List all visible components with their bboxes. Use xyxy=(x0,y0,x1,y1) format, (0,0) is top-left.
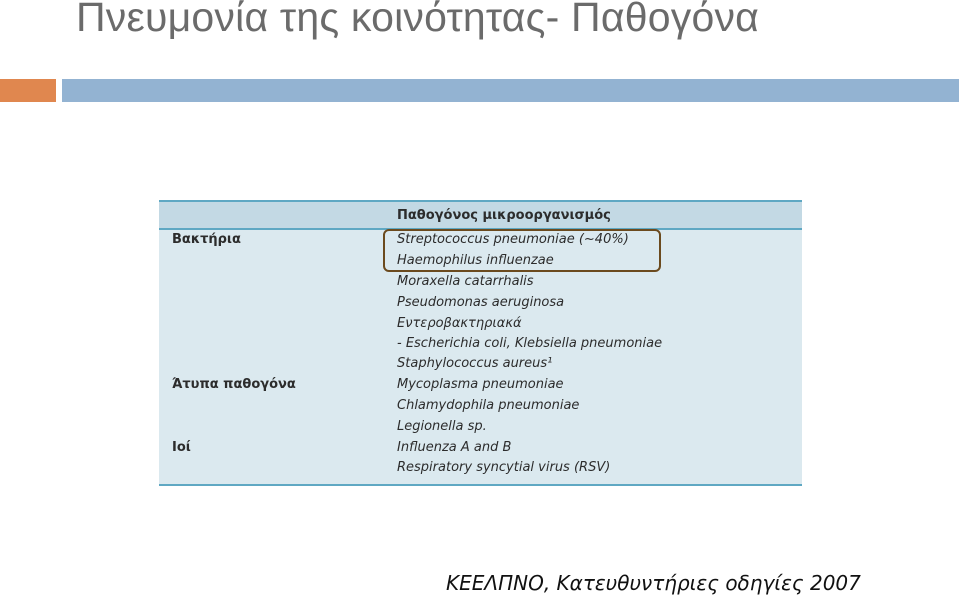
organism-row: Εντεροβακτηριακά xyxy=(397,316,522,331)
organism-row: Legionella sp. xyxy=(397,419,487,434)
source-citation: ΚΕΕΛΠΝΟ, Κατευθυντήριες οδηγίες 2007 xyxy=(446,571,861,595)
organism-row: Pseudomonas aeruginosa xyxy=(397,295,565,310)
organism-row: Haemophilus influenzae xyxy=(397,253,554,268)
category-bacteria: Βακτήρια xyxy=(172,232,241,247)
organism-row: Influenza A and B xyxy=(397,440,512,455)
organism-row: Streptococcus pneumoniae (~40%) xyxy=(397,232,629,247)
category-viruses: Ιοί xyxy=(172,440,191,455)
accent-bar-orange xyxy=(0,79,56,102)
table-bottom-rule xyxy=(159,484,802,486)
category-atypical: Άτυπα παθογόνα xyxy=(172,377,296,392)
table-header xyxy=(159,202,802,228)
organism-row: Mycoplasma pneumoniae xyxy=(397,377,564,392)
organism-row: Staphylococcus aureus¹ xyxy=(397,356,553,371)
slide-title: Πνευμονία της κοινότητας- Παθογόνα xyxy=(76,0,760,40)
organism-row: Respiratory syncytial virus (RSV) xyxy=(397,460,611,475)
accent-bar-blue xyxy=(62,79,959,102)
organism-row: - Escherichia coli, Klebsiella pneumoniae xyxy=(397,336,663,351)
highlight-box xyxy=(383,229,661,272)
organism-row: Moraxella catarrhalis xyxy=(397,274,534,289)
organism-row: Chlamydophila pneumoniae xyxy=(397,398,580,413)
table-header-label: Παθογόνος μικροοργανισμός xyxy=(397,208,611,223)
